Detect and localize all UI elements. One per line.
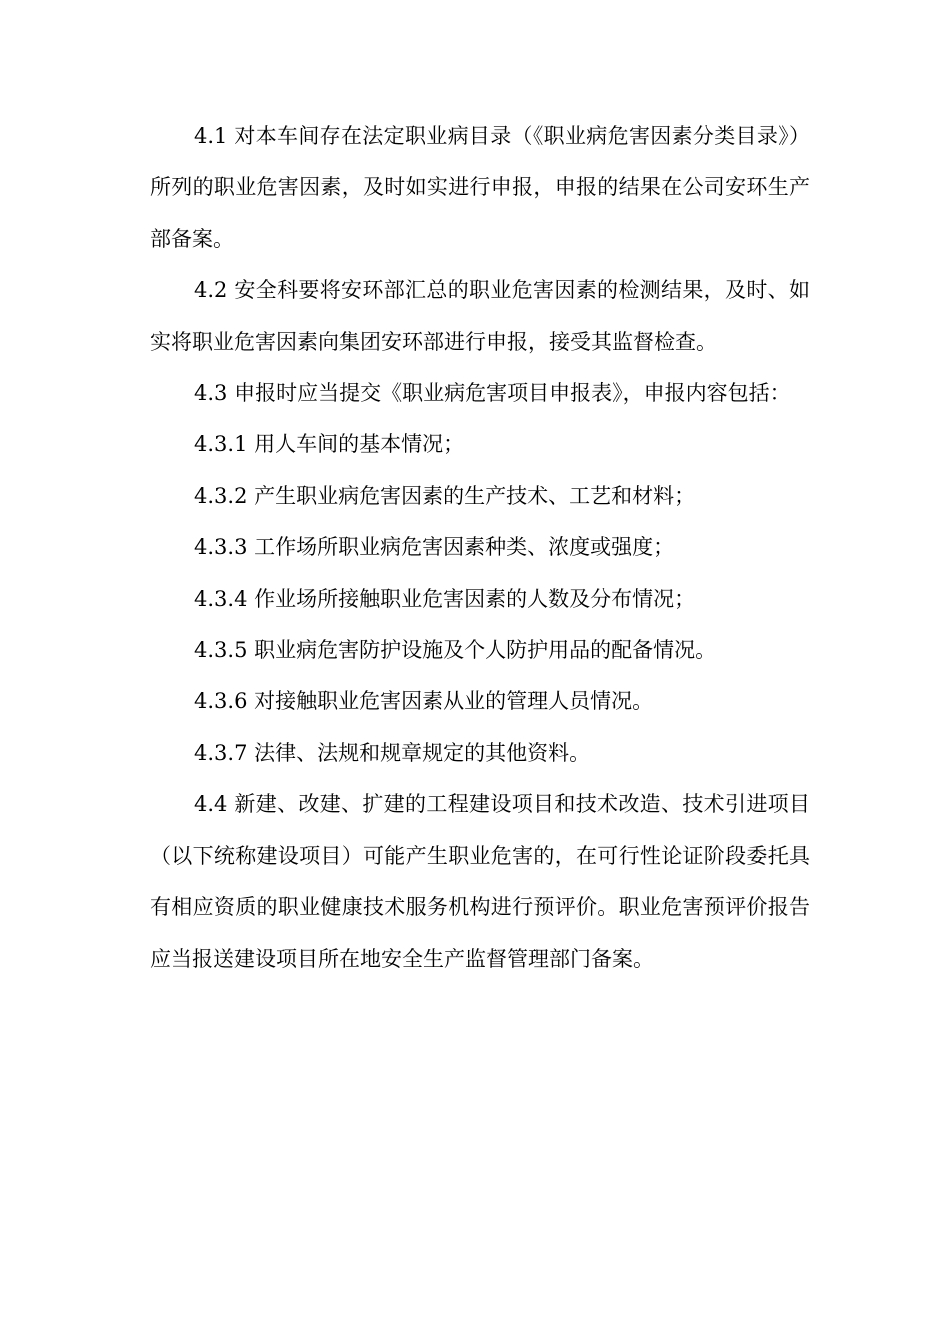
document-page [150, 111, 810, 985]
paragraph-4-3-2: 4.3.2 产生职业病危害因素的生产技术、工艺和材料； [194, 483, 696, 508]
paragraph-4-3-1: 4.3.1 用人车间的基本情况； [194, 432, 465, 457]
paragraph-4-3-7: 4.3.7 法律、法规和规章规定的其他资料。 [194, 740, 591, 765]
paragraph-4-2: 4.2 安全科要将安环部汇总的职业危害因素的检测结果，及时、如实将职业危害因素向集团安环部进行申报，接受其监督检查。 [150, 278, 810, 354]
paragraph-4-3: 4.3 申报时应当提交《职业病危害项目申报表》，申报内容包括： [194, 381, 791, 406]
paragraph-4-3-4: 4.3.4 作业场所接触职业危害因素的人数及分布情况； [194, 586, 696, 611]
paragraph-4-3-5: 4.3.5 职业病危害防护设施及个人防护用品的配备情况。 [194, 638, 717, 663]
paragraph-4-1: 4.1 对本车间存在法定职业病目录（《职业病危害因素分类目录》）所列的职业危害因素，及时如实进行申报，申报的结果在公司安环生产部备案。 [150, 124, 810, 251]
paragraph-4-3-3: 4.3.3 工作场所职业病危害因素种类、浓度或强度； [194, 535, 675, 560]
paragraph-4-3-6: 4.3.6 对接触职业危害因素从业的管理人员情况。 [194, 689, 654, 714]
paragraph-4-4: 4.4 新建、改建、扩建的工程建设项目和技术改造、技术引进项目（以下统称建设项目）可能产生职业危害的，在可行性论证阶段委托具有相应资质的职业健康技术服务机构进行预评价。职业危害预评价报告应当报送建设项目所在地安全生产监督管理部门备案。 [150, 792, 810, 971]
